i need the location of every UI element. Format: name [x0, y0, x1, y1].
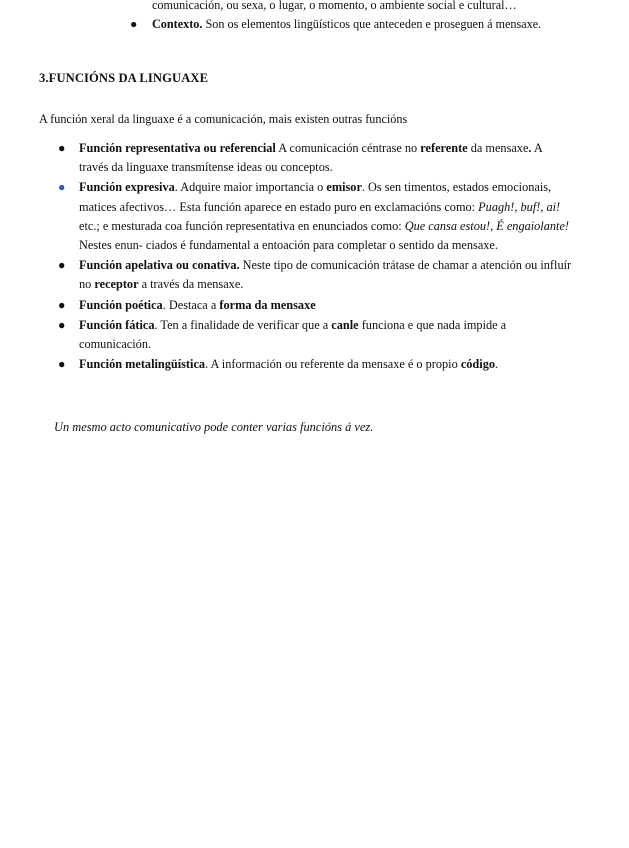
bullet-icon: ● — [130, 17, 138, 31]
bullet-icon: ● — [58, 297, 66, 312]
keyword: forma da mensaxe — [219, 297, 316, 312]
list-item-metalinguistica — [58, 355, 573, 374]
function-text: . Os sen timentos, estados emocionais, matices afectivos… Esta función aparece en estado puro en exclamacións como: — [79, 180, 552, 214]
bullet-icon: ● — [58, 317, 66, 332]
function-text: A través da linguaxe transmítense ideas ou conceptos. — [79, 141, 543, 175]
function-term: Función apelativa ou conativa. — [79, 258, 240, 273]
section-intro: A función xeral da linguaxe é a comunicación, mais existen outras funcións — [39, 112, 408, 126]
context-list — [118, 0, 588, 34]
example: Que cansa estou!, É engaiolante! — [404, 218, 569, 233]
bullet-icon: ● — [58, 141, 66, 155]
list-item-poetica — [58, 296, 573, 315]
function-text: funciona e que nada impide a comunicación. — [79, 317, 507, 352]
function-text: . A información ou referente da mensaxe é o propio — [205, 357, 461, 372]
closing-note: Un mesmo acto comunicativo pode conter varias funcións á vez. — [54, 420, 374, 434]
function-term: Función fática — [79, 317, 155, 332]
list-item — [118, 15, 588, 34]
keyword: receptor — [94, 277, 139, 292]
bullet-icon: ● — [58, 180, 66, 195]
function-text: . Ten a finalidade de verificar que a — [154, 317, 332, 332]
function-term: Función representativa ou referencial — [79, 141, 276, 155]
function-text: Neste tipo de comunicación trátase de chamar a atención ou influír no — [79, 258, 572, 292]
list-item-apelativa — [58, 256, 573, 294]
function-text: . Destaca a — [162, 297, 220, 312]
keyword: referente — [420, 141, 468, 155]
list-item-fatica — [58, 316, 573, 354]
function-term: Función expresiva — [79, 180, 175, 195]
function-text: A comunicación céntrase no — [275, 141, 421, 155]
list-item-expresiva — [58, 178, 573, 255]
function-text: da mensaxe — [467, 141, 529, 155]
function-text: . Adquire maior importancia o — [174, 180, 327, 195]
period: . — [528, 141, 532, 155]
context-definition: Son os elementos lingüísticos que anteceden e proseguen á mensaxe. — [202, 17, 542, 31]
bullet-icon: ● — [58, 357, 66, 372]
function-text: . — [495, 357, 499, 372]
function-term: Función poética — [79, 297, 163, 312]
context-line: comunicación, ou sexa, o lugar, o momento, o ambiente social e cultural… — [152, 0, 517, 12]
function-term: Función metalingüística — [79, 357, 206, 372]
keyword: canle — [331, 317, 359, 332]
list-item — [118, 0, 588, 15]
functions-list — [58, 139, 573, 375]
bullet-icon: ● — [58, 258, 66, 273]
function-text: Nestes enun- ciados é fundamental a entoación para completar o sentido da mensaxe. — [79, 238, 498, 253]
keyword: emisor — [326, 180, 362, 195]
function-text: etc.; e mesturada coa función representativa en enunciados como: — [79, 218, 405, 233]
example: Puagh!, buf!, ai! — [478, 199, 561, 214]
keyword: código — [460, 357, 495, 372]
list-item-representativa — [58, 139, 573, 177]
term-contexto: Contexto. — [152, 17, 203, 31]
function-text: a través da mensaxe. — [138, 277, 244, 292]
section-heading: 3.FUNCIÓNS DA LINGUAXE — [39, 71, 209, 85]
